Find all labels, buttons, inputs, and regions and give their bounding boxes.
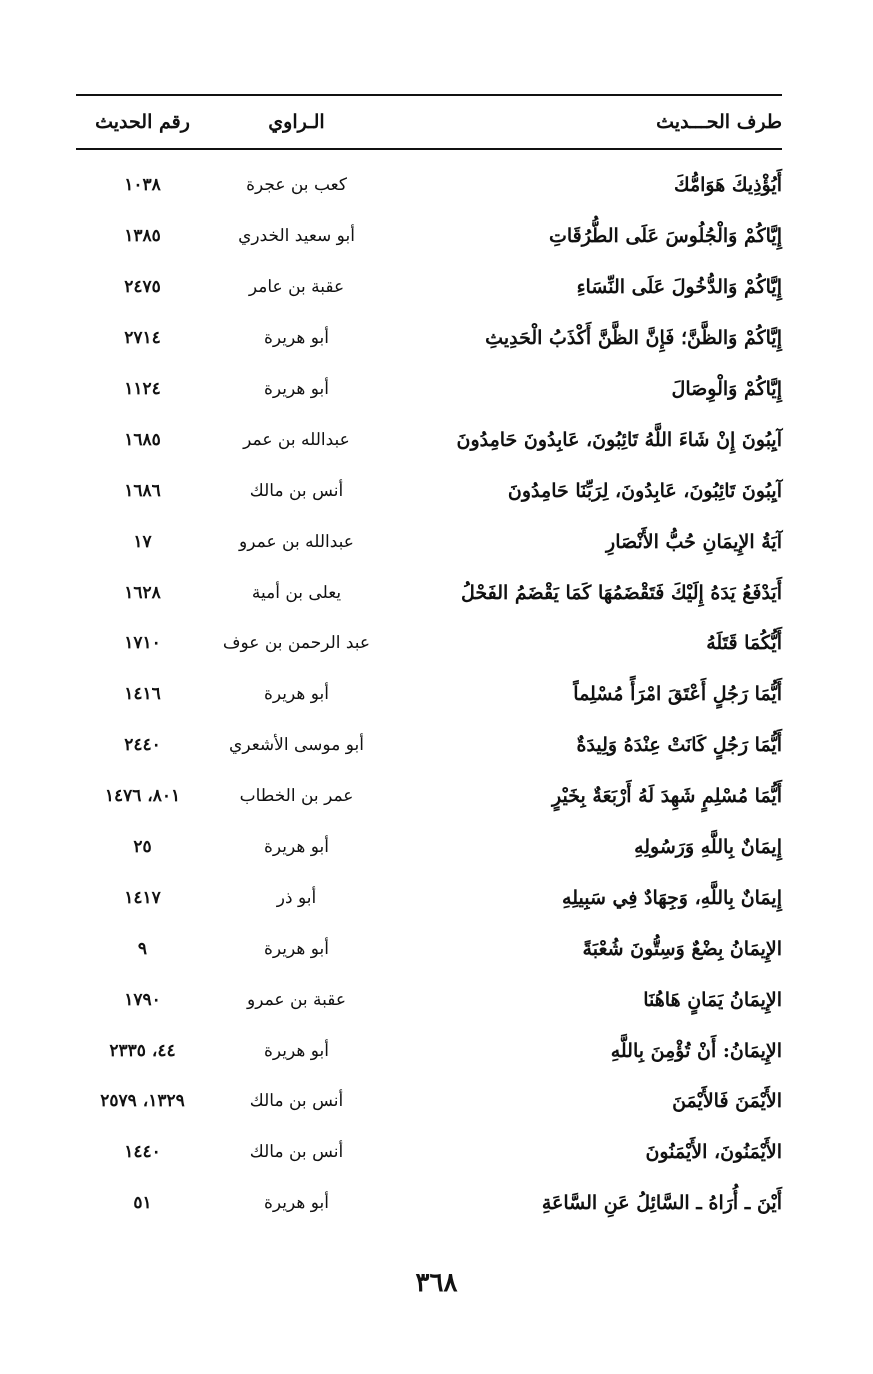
table-row <box>76 516 782 567</box>
table-row <box>76 567 782 618</box>
narrator-name: أبو هريرة <box>263 1193 329 1214</box>
hadith-text: إِيمَانٌ بِاللَّهِ، وَجِهَادٌ فِي سَبِيلِهِ <box>562 886 782 909</box>
hadith-text: أَيُّمَا رَجُلٍ كَانَتْ عِنْدَهُ وَلِيدَةٌ <box>576 734 782 757</box>
narrator-name: أنس بن مالك <box>249 1142 344 1163</box>
hadith-number: ١٧٩٠ <box>124 989 161 1010</box>
hadith-number: ٥١ <box>133 1193 152 1214</box>
index-page <box>76 94 782 1229</box>
hadith-text: الإِيمَانُ يَمَانٍ هَاهُنَا <box>643 988 782 1011</box>
hadith-number: ١٠٣٨ <box>124 175 161 196</box>
hadith-number: ١٣٨٥ <box>124 226 161 247</box>
hadith-text: أَيُّكُمَا قَتَلَهُ <box>706 632 782 655</box>
narrator-name: أبو هريرة <box>263 684 329 705</box>
table-row <box>76 771 782 822</box>
table-row <box>76 618 782 669</box>
narrator-name: أبو ذر <box>276 887 317 908</box>
hadith-number: ٢٧١٤ <box>124 328 161 349</box>
hadith-text: أَيُؤْذِيكَ هَوَامُّكَ <box>673 174 782 197</box>
hadith-text: إِيَّاكُمْ وَالْجُلُوسَ عَلَى الطُّرُقَاتِ <box>548 225 782 248</box>
hadith-text: آيِبُونَ إِنْ شَاءَ اللَّهُ تَائِبُونَ، عَابِدُونَ حَامِدُونَ <box>456 428 782 451</box>
hadith-text: إِيَّاكُمْ وَالدُّخُولَ عَلَى النِّسَاءِ <box>576 276 782 299</box>
hadith-number: ١٦٢٨ <box>124 582 161 603</box>
narrator-name: أبو هريرة <box>263 837 329 858</box>
hadith-text: أَيُّمَا رَجُلٍ أَعْتَقَ امْرَأً مُسْلِماً <box>573 683 782 706</box>
hadith-number: ١٦٨٦ <box>124 480 161 501</box>
table-row <box>76 313 782 364</box>
narrator-name: عبدالله بن عمر <box>243 429 350 450</box>
hadith-text: إِيَّاكُمْ وَالْوِصَالَ <box>671 378 782 400</box>
narrator-name: كعب بن عجرة <box>246 175 347 196</box>
hadith-number: ١٦٨٥ <box>124 429 161 450</box>
page-number: ٣٦٨ <box>415 1268 458 1298</box>
hadith-text: آيِبُونَ تَائِبُونَ، عَابِدُونَ، لِرَبِّنَا حَامِدُونَ <box>507 479 782 502</box>
table-row <box>76 211 782 262</box>
hadith-text: الإِيمَانُ بِضْعٌ وَسِتُّونَ شُعْبَةً <box>582 937 782 960</box>
hadith-number: ١٣٢٩، ٢٥٧٩ <box>100 1091 185 1112</box>
hadith-text: الأَيْمَنُونَ، الأَيْمَنُونَ <box>645 1141 782 1164</box>
header-narrator: الـراوي <box>268 111 325 133</box>
hadith-number: ١٧ <box>133 531 152 552</box>
hadith-number: ٢٤٧٥ <box>124 277 161 298</box>
hadith-number: ١٧١٠ <box>124 633 161 654</box>
hadith-number: ١١٢٤ <box>124 379 161 399</box>
narrator-name: أبو هريرة <box>263 379 329 399</box>
table-row <box>76 364 782 415</box>
narrator-name: أنس بن مالك <box>249 480 344 501</box>
table-row <box>76 160 782 211</box>
narrator-name: يعلى بن أمية <box>251 582 342 603</box>
hadith-number: ٢٤٤٠ <box>124 735 161 756</box>
table-row <box>76 974 782 1025</box>
hadith-text: أَيُّمَا مُسْلِمٍ شَهِدَ لَهُ أَرْبَعَةٌ بِخَيْرٍ <box>552 785 782 808</box>
narrator-name: أنس بن مالك <box>249 1091 344 1112</box>
table-row <box>76 414 782 465</box>
table-row <box>76 1178 782 1229</box>
header-number: رقم الحديث <box>95 111 190 133</box>
table-body <box>76 150 782 1229</box>
hadith-number: ٤٤، ٢٣٣٥ <box>109 1040 176 1061</box>
hadith-number: ٩ <box>137 938 148 959</box>
hadith-text: الأَيْمَنَ فَالأَيْمَنَ <box>672 1090 782 1113</box>
table-row <box>76 669 782 720</box>
narrator-name: عمر بن الخطاب <box>239 786 354 807</box>
narrator-name: عبد الرحمن بن عوف <box>222 633 371 654</box>
table-header <box>76 96 782 148</box>
table-row <box>76 1076 782 1127</box>
hadith-number: ٢٥ <box>133 837 152 858</box>
narrator-name: أبو هريرة <box>263 1040 329 1061</box>
hadith-text: إِيمَانٌ بِاللَّهِ وَرَسُولِهِ <box>634 836 782 859</box>
header-hadith: طرف الحـــديث <box>656 111 782 133</box>
table-row <box>76 720 782 771</box>
hadith-number: ١٤١٦ <box>124 684 161 705</box>
hadith-text: إِيَّاكُمْ وَالظَّنَّ؛ فَإِنَّ الظَّنَّ أَكْذَبُ الْحَدِيثِ <box>485 327 782 350</box>
hadith-number: ٨٠١، ١٤٧٦ <box>104 786 181 807</box>
hadith-text: أَيْنَ ـ أُرَاهُ ـ السَّائِلُ عَنِ السَّاعَةِ <box>541 1192 782 1215</box>
table-row <box>76 1127 782 1178</box>
hadith-number: ١٤١٧ <box>124 887 161 908</box>
table-row <box>76 923 782 974</box>
narrator-name: أبو موسى الأشعري <box>229 735 364 756</box>
hadith-text: الإِيمَانُ: أَنْ تُؤْمِنَ بِاللَّهِ <box>610 1039 782 1062</box>
table-row <box>76 465 782 516</box>
hadith-number: ١٤٤٠ <box>124 1142 161 1163</box>
narrator-name: عقبة بن عامر <box>248 277 345 298</box>
narrator-name: أبو هريرة <box>263 938 329 959</box>
narrator-name: عبدالله بن عمرو <box>239 531 354 552</box>
hadith-text: أَيَدْفَعُ يَدَهُ إِلَيْكَ فَتَقْضَمُهَا كَمَا يَقْضَمُ الفَحْلُ <box>460 581 782 604</box>
table-row <box>76 262 782 313</box>
narrator-name: عقبة بن عمرو <box>246 989 347 1010</box>
narrator-name: أبو هريرة <box>263 328 329 349</box>
table-row <box>76 822 782 873</box>
narrator-name: أبو سعيد الخدري <box>238 226 355 247</box>
table-row <box>76 1025 782 1076</box>
hadith-text: آيَةُ الإِيمَانِ حُبُّ الأَنْصَارِ <box>606 530 782 553</box>
table-row <box>76 872 782 923</box>
